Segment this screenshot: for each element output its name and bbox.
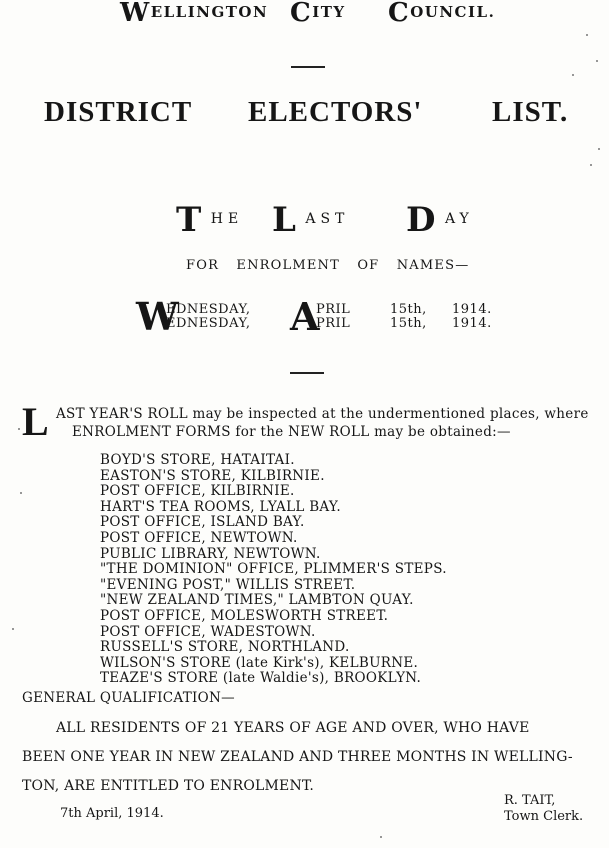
list-item: PUBLIC LIBRARY, NEWTOWN. xyxy=(100,545,321,562)
list-item: "EVENING POST," WILLIS STREET. xyxy=(100,576,356,593)
title-word-electors: ELECTORS' xyxy=(248,96,423,128)
print-speck xyxy=(572,74,574,76)
divider-rule-middle xyxy=(290,372,324,374)
last-day-heading xyxy=(0,200,609,244)
list-item: POST OFFICE, NEWTOWN. xyxy=(100,529,298,546)
print-speck xyxy=(20,492,22,494)
print-speck xyxy=(12,628,14,630)
print-speck xyxy=(590,164,592,166)
date-date: 15th, xyxy=(390,302,427,317)
print-speck xyxy=(380,836,382,838)
last-day-word-last: L AST xyxy=(272,200,350,240)
date-day: EDNESDAY, xyxy=(166,302,251,317)
signature-title: Town Clerk. xyxy=(504,809,584,824)
roll-notice-line-2: ENROLMENT FORMS for the NEW ROLL may be obtained:— xyxy=(72,424,511,440)
list-item: POST OFFICE, MOLESWORTH STREET. xyxy=(100,607,389,624)
header-city: CITY xyxy=(290,0,346,28)
date-w-capital: W xyxy=(136,294,179,339)
qualification-line-2: BEEN ONE YEAR IN NEW ZEALAND AND THREE MONTHS IN WELLING- xyxy=(22,749,573,765)
general-qualification-heading: GENERAL QUALIFICATION— xyxy=(22,690,235,706)
date-month-repeat: PRIL xyxy=(316,316,351,331)
last-day-word-day: D AY xyxy=(406,200,474,240)
signature-name: R. TAIT, xyxy=(504,793,556,808)
roll-notice-capital: L xyxy=(22,399,49,444)
print-speck xyxy=(598,148,600,150)
list-item: POST OFFICE, WADESTOWN. xyxy=(100,623,316,640)
header-wellington: WELLINGTON xyxy=(120,0,269,28)
title-word-district: DISTRICT xyxy=(44,96,193,128)
list-item: "NEW ZEALAND TIMES," LAMBTON QUAY. xyxy=(100,592,414,609)
date-block xyxy=(136,296,516,338)
list-item: EASTON'S STORE, KILBIRNIE. xyxy=(100,467,325,484)
list-item: TEAZE'S STORE (late Waldie's), BROOKLYN. xyxy=(100,670,422,687)
date-day-repeat: EDNESDAY, xyxy=(166,316,251,331)
roll-notice-line-1: AST YEAR'S ROLL may be inspected at the undermentioned places, where xyxy=(56,406,589,422)
date-date-repeat: 15th, xyxy=(390,316,427,331)
title-word-list: LIST. xyxy=(492,96,569,128)
qualification-line-1: ALL RESIDENTS OF 21 YEARS OF AGE AND OVER, WHO HAVE xyxy=(56,720,530,736)
places-list xyxy=(100,453,447,687)
date-year-repeat: 1914. xyxy=(452,316,492,331)
list-item: "THE DOMINION" OFFICE, PLIMMER'S STEPS. xyxy=(100,561,447,578)
notice-date: 7th April, 1914. xyxy=(60,806,164,821)
list-item: POST OFFICE, KILBIRNIE. xyxy=(100,483,295,500)
print-speck xyxy=(586,34,588,36)
list-item: HART'S TEA ROOMS, LYALL BAY. xyxy=(100,498,341,515)
divider-rule-top xyxy=(291,66,325,68)
print-speck xyxy=(596,60,598,62)
for-enrolment-line: FOR ENROLMENT OF NAMES— xyxy=(186,258,470,273)
signature-block xyxy=(504,793,583,825)
list-item: BOYD'S STORE, HATAITAI. xyxy=(100,452,295,468)
roll-notice xyxy=(22,399,607,450)
date-month: PRIL xyxy=(316,302,351,317)
date-a-capital: A xyxy=(290,294,320,339)
council-header xyxy=(0,0,609,30)
list-item: WILSON'S STORE (late Kirk's), KELBURNE. xyxy=(100,654,419,671)
print-speck xyxy=(18,428,20,430)
qualification-paragraph xyxy=(22,714,602,801)
list-item: RUSSELL'S STORE, NORTHLAND. xyxy=(100,639,350,656)
qualification-line-3: TON, ARE ENTITLED TO ENROLMENT. xyxy=(22,778,315,794)
header-council: COUNCIL. xyxy=(388,0,496,28)
date-year: 1914. xyxy=(452,302,492,317)
last-day-word-the: T HE xyxy=(176,200,244,240)
list-item: POST OFFICE, ISLAND BAY. xyxy=(100,514,305,531)
